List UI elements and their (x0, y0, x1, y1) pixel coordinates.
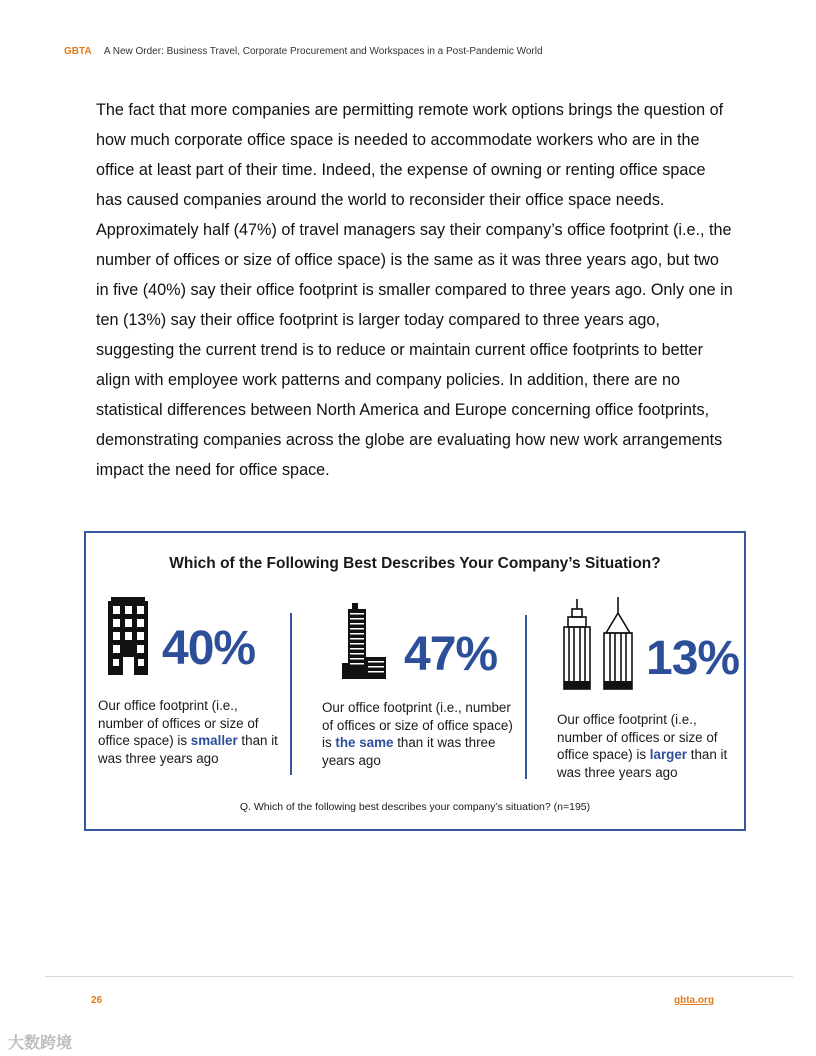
footer-rule (45, 976, 793, 977)
footer-link[interactable]: gbta.org (674, 995, 714, 1006)
page-number: 26 (91, 995, 103, 1006)
desc-same: Our office footprint (i.e., number of offices or size of office space) is the same than it was three years ago (322, 700, 513, 768)
figure-title: Which of the Following Best Describes Your Company’s Situation? (169, 555, 661, 572)
skyscrapers-icon (560, 597, 636, 691)
header-brand: GBTA (64, 46, 92, 57)
desc-smaller: Our office footprint (i.e., number of offices or size of office space) is smaller than it was three years ago (98, 698, 278, 766)
desc-larger: Our office footprint (i.e., number of offices or size of office space) is larger than it was three years ago (557, 712, 728, 780)
page-header (64, 46, 543, 57)
pct-same: 47% (404, 628, 498, 681)
survey-figure (84, 531, 746, 831)
divider-2 (525, 615, 527, 779)
pct-smaller: 40% (162, 622, 256, 675)
pct-larger: 13% (646, 632, 740, 685)
tower-icon (340, 603, 388, 679)
divider-1 (290, 613, 292, 775)
figure-note: Q. Which of the following best describes your company’s situation? (n=195) (239, 801, 591, 813)
header-title: A New Order: Business Travel, Corporate Procurement and Workspaces in a Post-Pandemic World (103, 46, 543, 57)
body-paragraph: The fact that more companies are permitting remote work options brings the question of how much corporate office space is needed to accommodate workers who are in the office at least part of their time. Indeed, the expense of owning or renting office space has caused companies around the world to reconsider their office space needs. Approximately half (47%) of travel managers say their company’s office footprint (i.e., the number of offices or size of office space) is the same as it was three years ago, but two in five (40%) say their office footprint is smaller compared to three years ago. Only one in ten (13%) say their office footprint is larger today compared to three years ago, suggesting the current trend is to reduce or maintain current office footprints to better align with employee work patterns and company policies. In addition, there are no statistical differences between North America and Europe concerning office footprints, demonstrating companies across the globe are evaluating how new work arrangements impact the need for office space. (96, 101, 733, 479)
watermark: 大数跨境 (8, 1035, 73, 1052)
building-icon (106, 597, 152, 675)
